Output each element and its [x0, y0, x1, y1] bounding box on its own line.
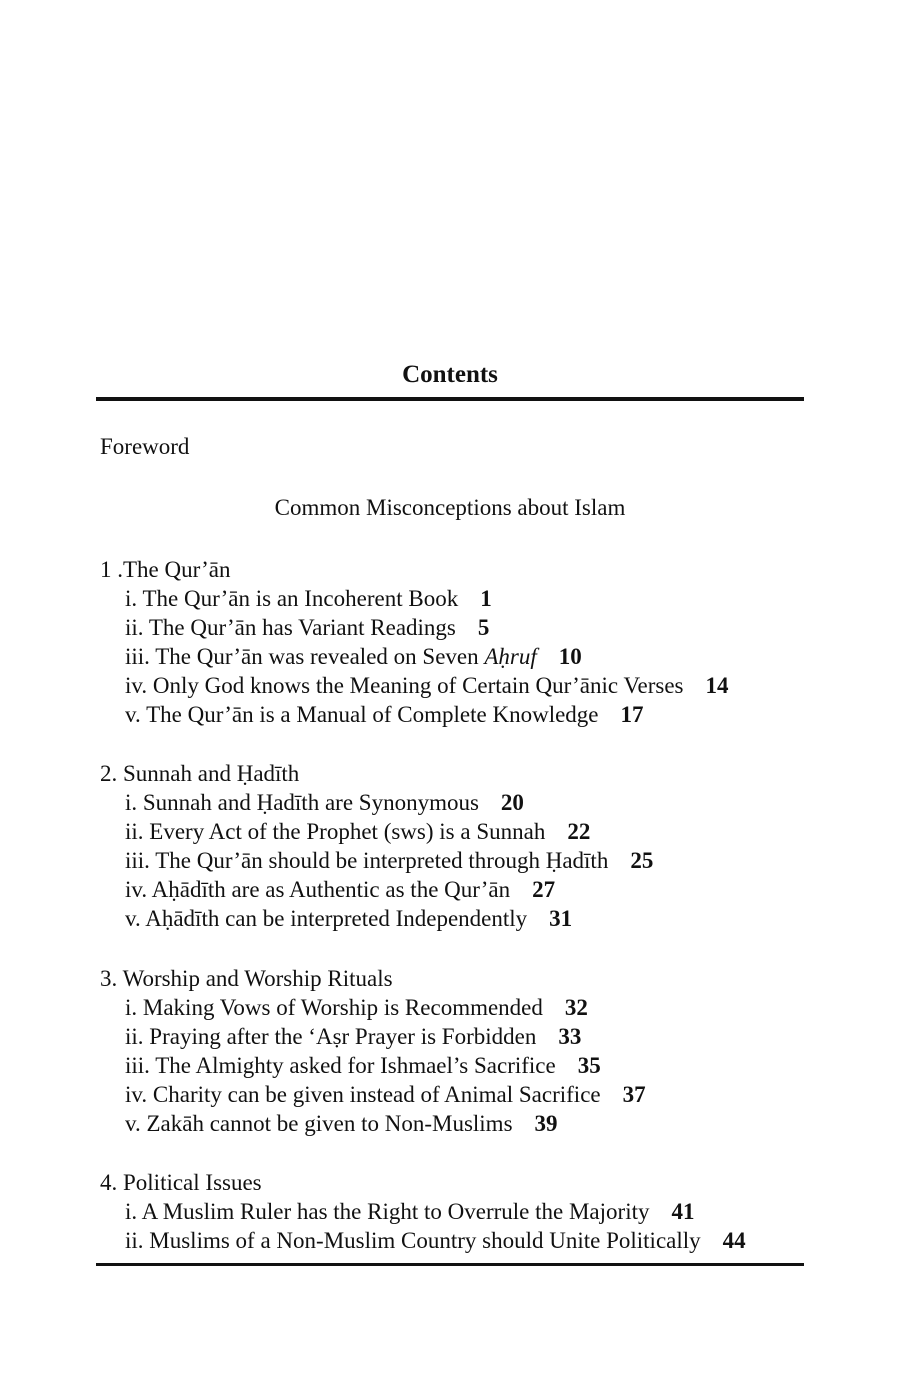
bottom-rule	[96, 1263, 804, 1266]
section-title: 2. Sunnah and Ḥadīth	[100, 761, 300, 786]
toc-entry	[100, 1197, 820, 1226]
page-number: 17	[620, 702, 644, 727]
section-title: 4. Political Issues	[100, 1170, 262, 1195]
page-number: 35	[577, 1053, 601, 1078]
entry-title: v. The Qur’ān is a Manual of Complete Knowledge	[125, 702, 599, 727]
section-worship	[100, 964, 820, 1138]
entry-title: v. Aḥādīth can be interpreted Independently	[125, 906, 528, 931]
entry-title: iii. The Qur’ān should be interpreted through Ḥadīth	[125, 848, 609, 873]
entry-title: i. A Muslim Ruler has the Right to Overrule the Majority	[125, 1199, 650, 1224]
toc-entry	[100, 642, 820, 671]
toc-entry	[100, 1022, 820, 1051]
page-number: 22	[567, 819, 591, 844]
toc-entry	[100, 613, 820, 642]
entry-title: i. The Qur’ān is an Incoherent Book	[125, 586, 459, 611]
page-number: 5	[477, 615, 490, 640]
entry-title: iii. The Almighty asked for Ishmael’s Sacrifice	[125, 1053, 556, 1078]
entry-title-italic: Aḥruf	[484, 644, 537, 669]
entry-title: i. Sunnah and Ḥadīth are Synonymous	[125, 790, 479, 815]
entry-title: ii. The Qur’ān has Variant Readings	[125, 615, 456, 640]
section-quran	[100, 555, 820, 729]
page-number: 44	[722, 1228, 746, 1253]
entry-title: i. Making Vows of Worship is Recommended	[125, 995, 543, 1020]
contents-subtitle: Common Misconceptions about Islam	[274, 495, 626, 520]
page-number: 10	[558, 644, 582, 669]
toc-entry	[100, 788, 820, 817]
page-title: Contents	[402, 361, 498, 388]
entry-title: iv. Aḥādīth are as Authentic as the Qur’ān	[125, 877, 511, 902]
section-sunnah-hadith	[100, 759, 820, 933]
section-political	[100, 1168, 820, 1255]
toc-entry	[100, 904, 820, 933]
page-number: 39	[534, 1111, 558, 1136]
toc-entry	[100, 700, 820, 729]
toc-entry	[100, 817, 820, 846]
page-number: 25	[630, 848, 654, 873]
entry-title: ii. Every Act of the Prophet (sws) is a Sunnah	[125, 819, 546, 844]
top-rule	[96, 397, 804, 401]
page-number: 41	[671, 1199, 695, 1224]
page-number: 31	[549, 906, 573, 931]
toc-entry	[100, 875, 820, 904]
entry-title: ii. Praying after the ‘Aṣr Prayer is Forbidden	[125, 1024, 537, 1049]
entry-title: iv. Only God knows the Meaning of Certain Qur’ānic Verses	[125, 673, 684, 698]
entry-title: v. Zakāh cannot be given to Non-Muslims	[125, 1111, 513, 1136]
toc-entry	[100, 1109, 820, 1138]
toc-entry	[100, 1226, 820, 1255]
page-number: 32	[564, 995, 588, 1020]
page-number: 37	[622, 1082, 646, 1107]
page-number: 1	[480, 586, 492, 611]
toc-entry	[100, 1051, 820, 1080]
foreword-entry: Foreword	[100, 434, 190, 459]
page-number: 27	[532, 877, 556, 902]
section-title: 3. Worship and Worship Rituals	[100, 966, 393, 991]
section-title: 1 .The Qur’ān	[100, 557, 231, 582]
entry-title: iii. The Qur’ān was revealed on Seven	[125, 644, 485, 669]
entry-title: ii. Muslims of a Non-Muslim Country should Unite Politically	[125, 1228, 701, 1253]
toc-entry	[100, 1080, 820, 1109]
page-number: 14	[705, 673, 729, 698]
page-number: 20	[500, 790, 524, 815]
entry-title: iv. Charity can be given instead of Animal Sacrifice	[125, 1082, 601, 1107]
toc-entry	[100, 993, 820, 1022]
toc-entry	[100, 584, 820, 613]
page-number: 33	[558, 1024, 582, 1049]
toc-entry	[100, 671, 820, 700]
toc-entry	[100, 846, 820, 875]
